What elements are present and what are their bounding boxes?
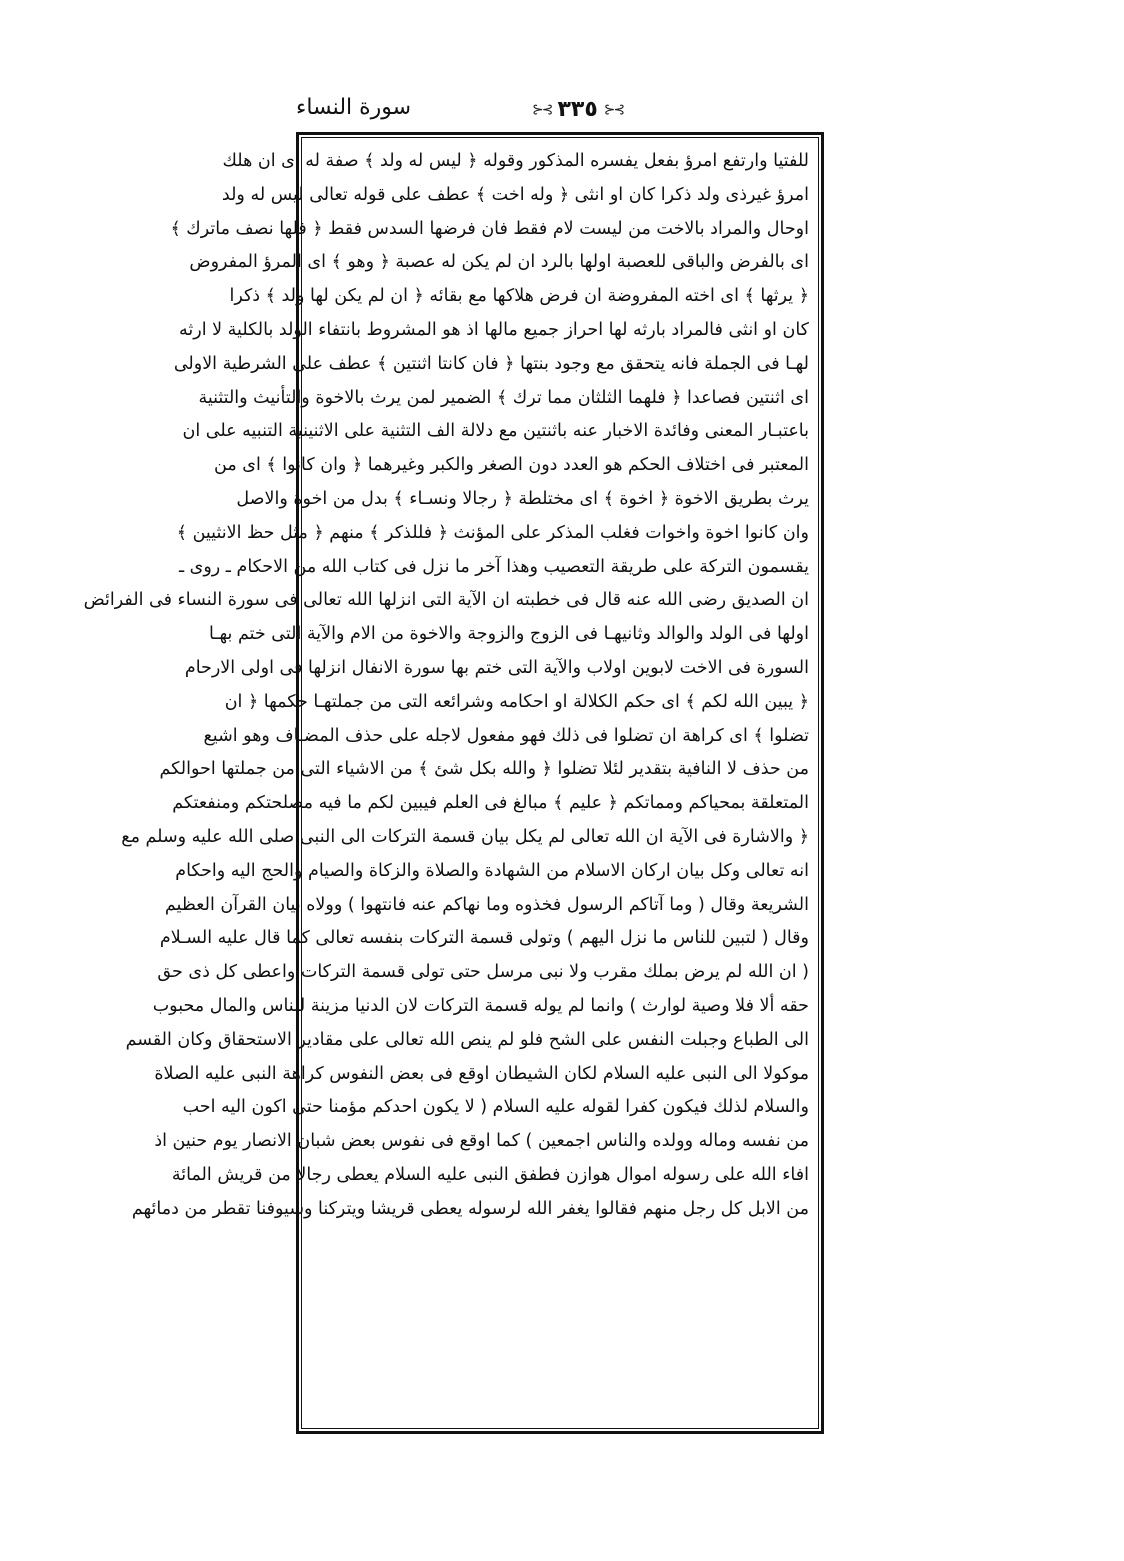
text-line: السورة فى الاخت لابوين اولاب والآية التى ختم بها سورة الانفال انزلها فى اولى الارحام	[184, 657, 809, 678]
text-line: موكولا الى النبى عليه السلام لكان الشيطان اوقع فى بعض النفوس كراهة النبى عليه الصلاة	[154, 1063, 809, 1084]
text-line: من حذف لا النافية بتقدير لئلا تضلوا ﴿ والله بكل شئ ﴾ من الاشياء التى من جملتها احوالكم	[159, 759, 809, 780]
text-line: من الابل كل رجل منهم فقالوا يغفر الله لرسوله يعطى قريشا ويتركنا وسيوفنا تقطر من دمائهم	[131, 1198, 809, 1219]
text-line: امرؤ غيرذى ولد ذكرا كان او انثى ﴿ وله اخت ﴾ عطف على قوله تعالى ليس له ولد	[221, 184, 809, 205]
page-number-group	[532, 97, 623, 122]
text-line: وقال ( لتبين للناس ما نزل اليهم ) وتولى قسمة التركات بنفسه تعالى كما قال عليه السـلام	[159, 928, 809, 949]
text-line: لهـا فى الجملة فانه يتحقق مع وجود بنتها ﴿ فان كانتا اثنتين ﴾ عطف على الشرطية الاولى	[173, 353, 809, 374]
surah-title: سورة النساء	[296, 95, 412, 120]
text-line: حقه ألا فلا وصية لوارث ) وانما لم يوله قسمة التركات لان الدنيا مزينة للناس والمال محبوب	[152, 995, 809, 1016]
text-line: الشريعة وقال ( وما آتاكم الرسول فخذوه وما نهاكم عنه فانتهوا ) وولاه بيان القرآن العظيم	[164, 894, 809, 915]
text-line: ( ان الله لم يرض بملك مقرب ولا نبى مرسل حتى تولى قسمة التركات واعطى كل ذى حق	[157, 962, 809, 983]
text-line: ﴿ يبين الله لكم ﴾ اى حكم الكلالة او احكامه وشرائعه التى من جملتهـا حكمها ﴿ ان	[224, 691, 809, 712]
text-line: الى الطباع وجبلت النفس على الشح فلو لم ينص الله تعالى على مقادير الاستحقاق وكان القسم	[125, 1029, 809, 1050]
text-line: اى بالفرض والباقى للعصبة اولها بالرد ان لم يكن له عصبة ﴿ وهو ﴾ اى المرؤ المفروض	[189, 252, 809, 273]
text-line: اولها فى الولد والوالد وثانيهـا فى الزوج والزوجة والاخوة من الام والآية التى ختم بهـا	[209, 624, 809, 645]
ornament-right-icon: ⊱⊰	[603, 101, 624, 118]
text-line: المعتبر فى اختلاف الحكم هو العدد دون الصغر والكبر وغيرهما ﴿ وان كانوا ﴾ اى من	[214, 455, 809, 476]
page-number: ٣٣٥	[557, 97, 598, 122]
text-line: من نفسه وماله وولده والناس اجمعين ) كما اوقع فى نفوس بعض شبان الانصار يوم حنين اذ	[154, 1131, 809, 1152]
text-line: باعتبـار المعنى وفائدة الاخبار عنه باثنتين مع دلالة الف التثنية على الاثنينية التنبيه على ان	[182, 421, 809, 442]
text-line: كان او انثى فالمراد بارثه لها احراز جميع مالها اذ هو المشروط بانتفاء الولد بالكلية لا ارثه	[179, 319, 809, 340]
text-line: وان كانوا اخوة واخوات فغلب المذكر على المؤنث ﴿ فللذكر ﴾ منهم ﴿ مثل حظ الانثيين ﴾	[176, 522, 809, 543]
text-line: اى اثنتين فصاعدا ﴿ فلهما الثلثان مما ترك ﴾ الضمير لمن يرث بالاخوة والتأنيث والتثنية	[198, 387, 809, 408]
commentary-text	[83, 145, 809, 1227]
text-line: تضلوا ﴾ اى كراهة ان تضلوا فى ذلك فهو مفعول لاجله على حذف المضـاف وهو اشيع	[203, 725, 809, 746]
text-line: ﴿ يرثها ﴾ اى اخته المفروضة ان فرض هلاكها مع بقائه ﴿ ان لم يكن لها ولد ﴾ ذكرا	[229, 286, 809, 307]
text-line: للفتيا وارتفع امرؤ بفعل يفسره المذكور وقوله ﴿ ليس له ولد ﴾ صفة له اى ان هلك	[222, 151, 809, 171]
text-line: يقسمون التركة على طريقة التعصيب وهذا آخر ما نزل فى كتاب الله من الاحكام ـ روى ـ	[178, 556, 809, 577]
text-line: يرث بطريق الاخوة ﴿ اخوة ﴾ اى مختلطة ﴿ رجالا ونسـاء ﴾ بدل من اخوة والاصل	[236, 488, 809, 509]
page-header	[296, 95, 824, 127]
text-line: المتعلقة بمحياكم ومماتكم ﴿ عليم ﴾ مبالغ فى العلم فيبين لكم ما فيه مصلحتكم ومنفعتكم	[172, 793, 809, 814]
text-line: ﴿ والاشارة فى الآية ان الله تعالى لم يكل بيان قسمة التركات الى النبى صلى الله عليه وسلم مع	[121, 826, 809, 847]
text-frame	[83, 132, 824, 1434]
ornament-left-icon: ⊱⊰	[532, 101, 552, 118]
text-line: والسلام لذلك فيكون كفرا لقوله عليه السلام ( لا يكون احدكم مؤمنا حتى اكون اليه احب	[182, 1097, 809, 1118]
text-line: افاء الله على رسوله اموال هوازن فطفق النبى عليه السلام يعطى رجالا من قريش المائة	[171, 1164, 809, 1185]
text-line: ان الصديق رضى الله عنه قال فى خطبته ان الآية التى انزلها الله تعالى فى سورة النساء فى الفرائض	[83, 590, 809, 611]
text-line: اوحال والمراد بالاخت من ليست لام فقط فان فرضها السدس فقط ﴿ فلها نصف ماترك ﴾	[170, 218, 809, 239]
text-line: انه تعالى وكل بيان اركان الاسلام من الشهادة والصلاة والزكاة والصيام والحج اليه واحكام	[175, 860, 809, 881]
